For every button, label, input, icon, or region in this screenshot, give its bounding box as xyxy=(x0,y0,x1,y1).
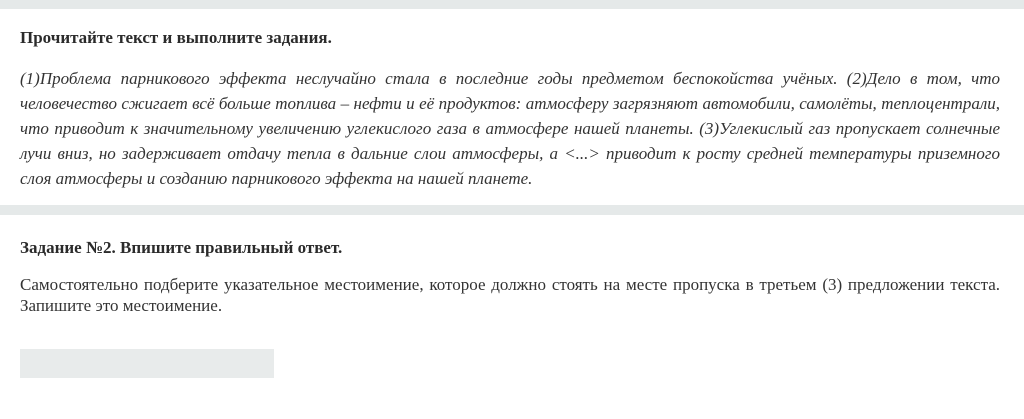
task-heading: Задание №2. Впишите правильный ответ. xyxy=(20,238,343,257)
passage-panel xyxy=(0,9,1024,205)
passage-text: (1)Проблема парникового эффекта неслучайно стала в последние годы предметом беспокойства учёных. (2)Дело в том, что человечество сжигает всё больше топлива – нефти и её продуктов: атмосферу загрязняют автомобили, самолёты, теплоцентрали, что приводит к значительному увеличению углекислого газа в атмосфере нашей планеты. (3)Углекислый газ пропускает солнечные лучи вниз, но задерживает отдачу тепла в дальние слои атмосферы, а <...> приводит к росту средней температуры приземного слоя атмосферы и созданию парникового эффекта на нашей планете. xyxy=(20,69,1000,188)
task-panel xyxy=(0,215,1024,419)
task-instructions: Самостоятельно подберите указательное местоимение, которое должно стоять на месте пропуска в третьем (3) предложении текста. Запишите это местоимение. xyxy=(20,275,1000,315)
top-divider xyxy=(0,0,1024,9)
answer-input[interactable] xyxy=(20,349,274,378)
section-divider xyxy=(0,205,1024,215)
passage-heading: Прочитайте текст и выполните задания. xyxy=(20,28,332,47)
